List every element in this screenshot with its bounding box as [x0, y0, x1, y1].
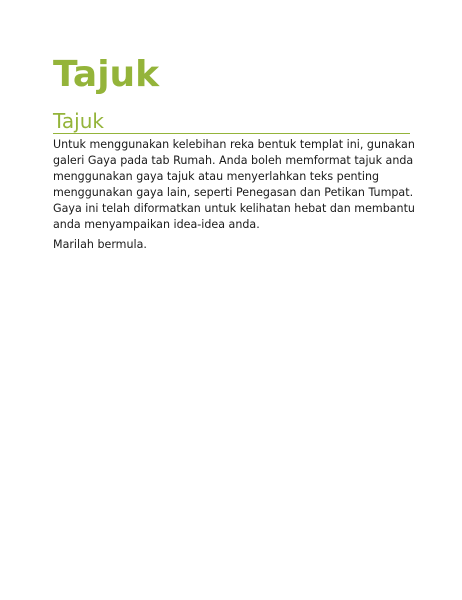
- paragraph-line: menggunakan gaya lain, seperti Penegasan dan Petikan Tumpat.: [53, 186, 414, 199]
- paragraph-line: anda menyampaikan idea-idea anda.: [53, 218, 260, 231]
- paragraph-line: menggunakan gaya tajuk atau menyerlahkan teks penting: [53, 170, 380, 183]
- paragraph-line: Gaya ini telah diformatkan untuk kelihatan hebat dan membantu: [53, 202, 415, 215]
- heading-with-rule: [53, 109, 410, 134]
- body-text: [53, 137, 413, 253]
- section-heading: Tajuk: [53, 109, 104, 133]
- document-title: Tajuk: [53, 54, 160, 95]
- body-paragraph-2: [53, 237, 413, 253]
- paragraph-line: Marilah bermula.: [53, 238, 147, 251]
- body-paragraph-1: [53, 137, 413, 233]
- paragraph-line: Untuk menggunakan kelebihan reka bentuk templat ini, gunakan: [53, 138, 415, 151]
- paragraph-line: galeri Gaya pada tab Rumah. Anda boleh memformat tajuk anda: [53, 154, 414, 167]
